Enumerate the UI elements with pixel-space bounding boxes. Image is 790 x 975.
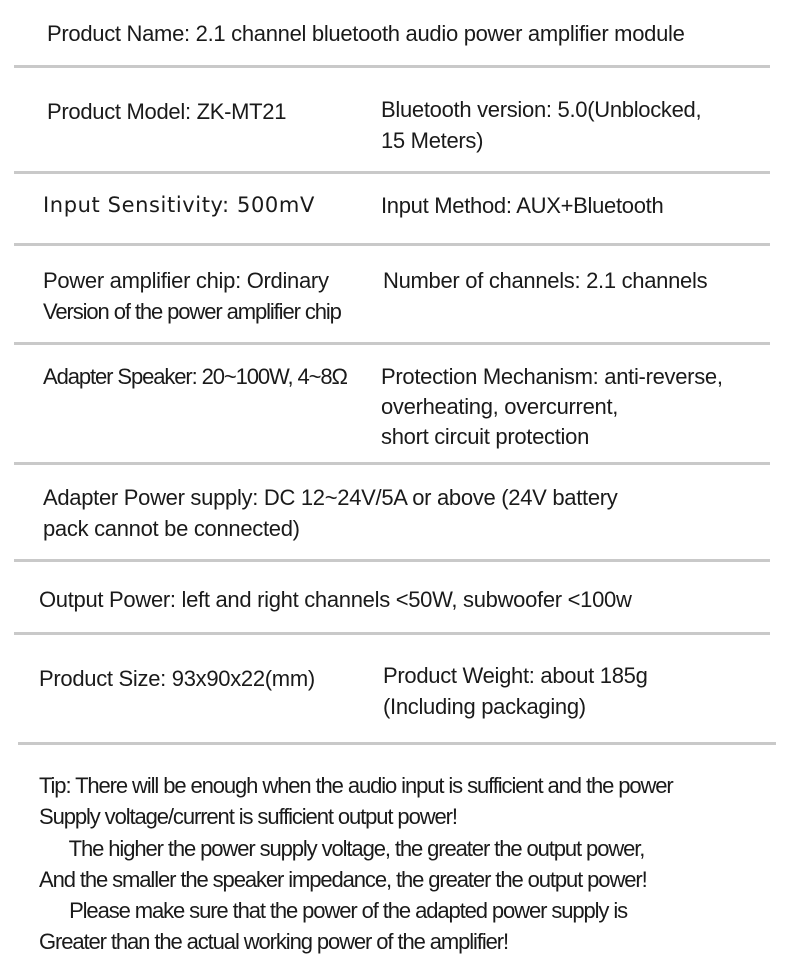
input-method: Input Method: AUX+Bluetooth (381, 193, 664, 218)
divider (14, 462, 770, 465)
protection-line2: overheating, overcurrent, (381, 394, 619, 419)
product-weight-line1: Product Weight: about 185g (383, 663, 648, 688)
divider (14, 632, 770, 635)
tip-line6: Greater than the actual working power of the amplifier! (39, 929, 508, 954)
tip-line2: Supply voltage/current is sufficient output power! (39, 804, 457, 829)
adapter-speaker: Adapter Speaker: 20~100W, 4~8Ω (43, 364, 347, 389)
product-name: Product Name: 2.1 channel bluetooth audio power amplifier module (47, 21, 685, 46)
divider (14, 171, 770, 174)
tip-line5: Please make sure that the power of the adapted power supply is (39, 898, 628, 923)
protection-line1: Protection Mechanism: anti-reverse, (381, 364, 723, 389)
input-sensitivity: Input Sensitivity: 500mV (43, 193, 315, 217)
divider (18, 742, 776, 745)
power-supply-line2: pack cannot be connected) (43, 516, 300, 541)
bluetooth-version-line2: 15 Meters) (381, 128, 484, 153)
product-size: Product Size: 93x90x22(mm) (39, 666, 315, 691)
amp-chip-line1: Power amplifier chip: Ordinary (43, 268, 329, 293)
divider (14, 243, 770, 246)
bluetooth-version-line1: Bluetooth version: 5.0(Unblocked, (381, 97, 702, 122)
product-weight-line2: (Including packaging) (383, 694, 586, 719)
divider (14, 342, 770, 345)
protection-line3: short circuit protection (381, 424, 589, 449)
tip-line4: And the smaller the speaker impedance, the greater the output power! (39, 867, 647, 892)
divider (14, 559, 770, 562)
product-model: Product Model: ZK-MT21 (47, 99, 287, 124)
output-power: Output Power: left and right channels <50W, subwoofer <100w (39, 587, 632, 612)
tip-line1: Tip: There will be enough when the audio input is sufficient and the power (39, 773, 673, 798)
channels: Number of channels: 2.1 channels (383, 268, 708, 293)
power-supply-line1: Adapter Power supply: DC 12~24V/5A or above (24V battery (43, 485, 618, 510)
tip-line3: The higher the power supply voltage, the greater the output power, (39, 836, 645, 861)
divider (14, 65, 770, 68)
amp-chip-line2: Version of the power amplifier chip (43, 299, 341, 324)
